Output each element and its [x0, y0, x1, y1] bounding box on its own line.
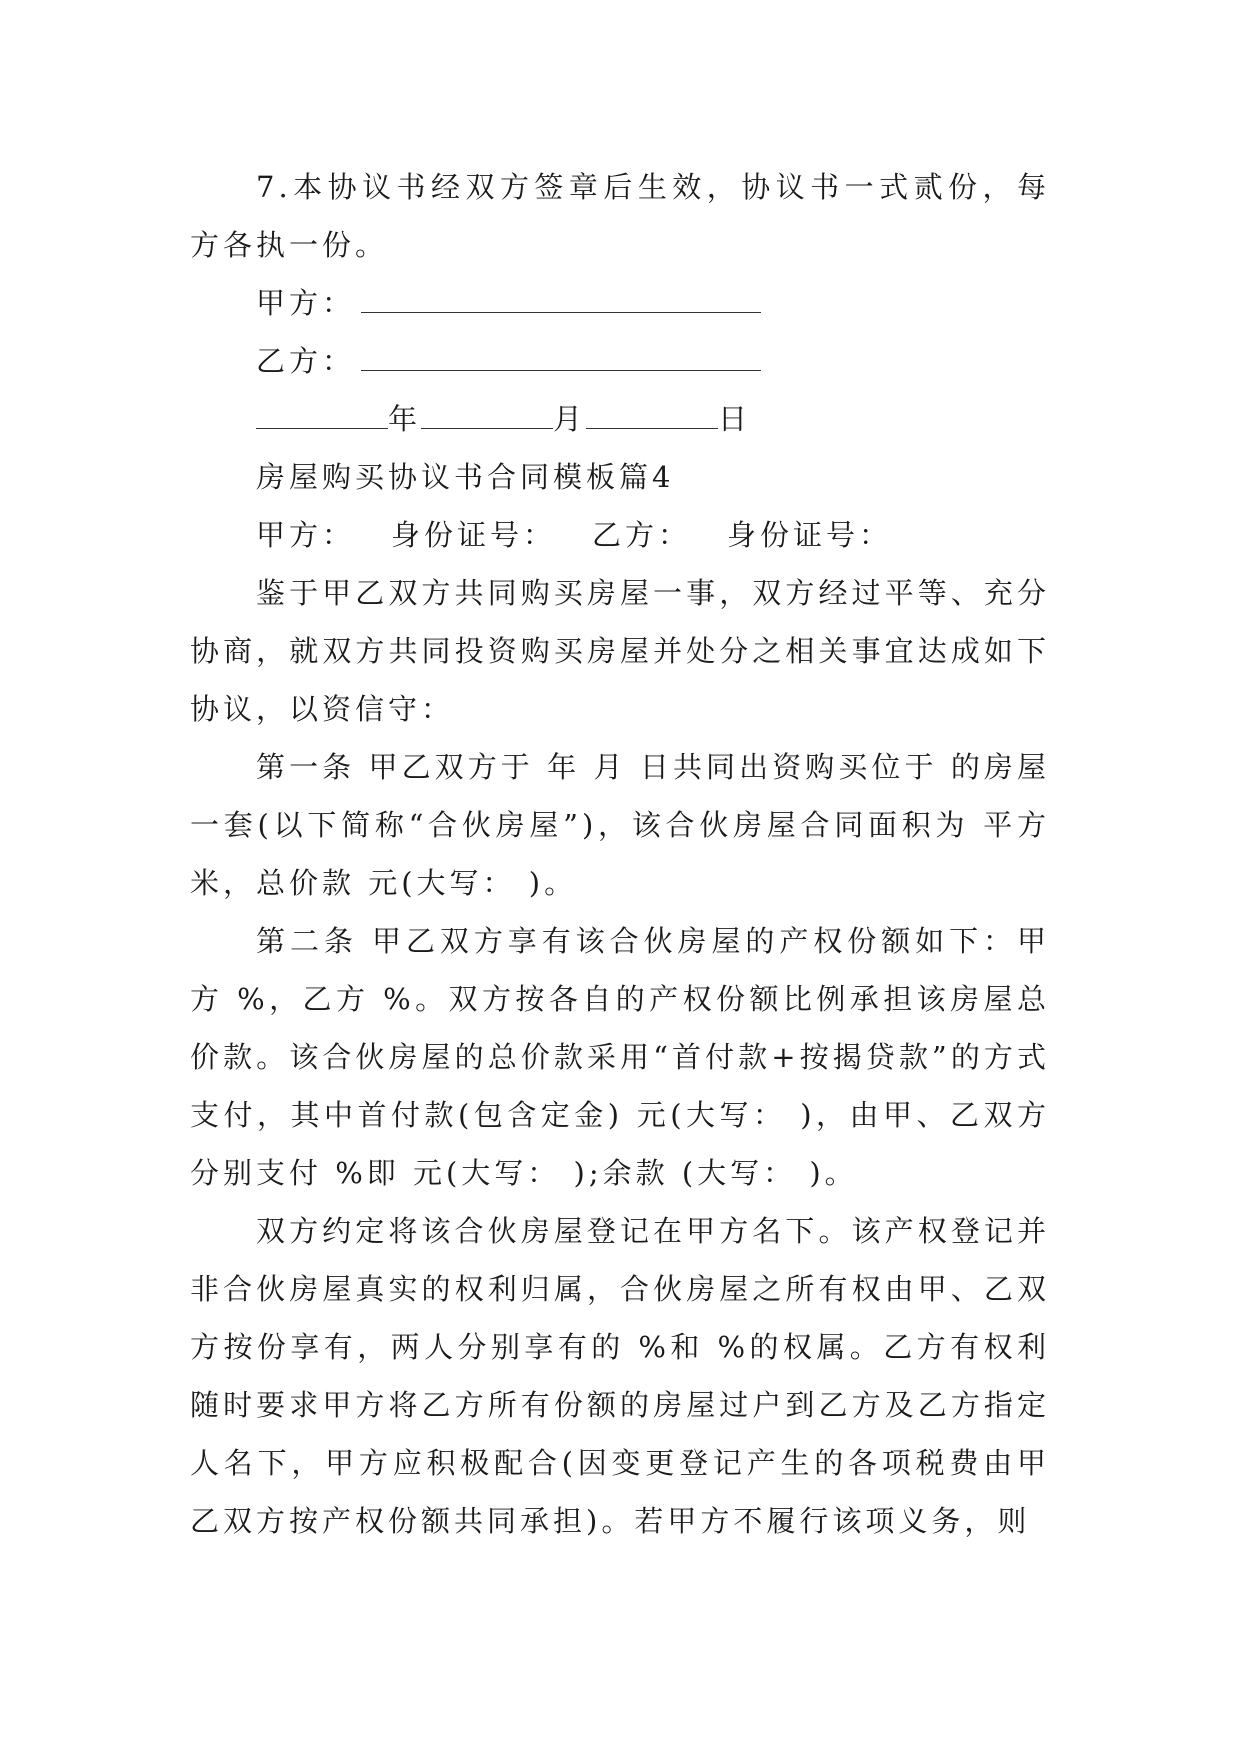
- id-line-id-a: 身份证号：: [391, 518, 557, 552]
- party-b-signature-blank: [361, 348, 761, 371]
- document-body: [190, 158, 1050, 1550]
- clause-7-paragraph: 7.本协议书经双方签章后生效，协议书一式贰份，每方各执一份。: [190, 170, 1050, 262]
- month-label: 月: [553, 402, 587, 436]
- preamble-paragraph: 鉴于甲乙双方共同购买房屋一事，双方经过平等、充分协商，就双方共同投资购买房屋并处分之相关事宜达成如下协议，以资信守：: [190, 576, 1050, 726]
- article-1-paragraph: 第一条 甲乙双方于 年 月 日共同出资购买位于 的房屋一套(以下简称“合伙房屋”)，该合伙房屋合同面积为 平方米，总价款 元(大写： )。: [190, 750, 1050, 900]
- registration-paragraph: 双方约定将该合伙房屋登记在甲方名下。该产权登记并非合伙房屋真实的权利归属，合伙房屋之所有权由甲、乙双方按份享有，两人分别享有的 %和 %的权属。乙方有权利随时要求甲方将乙方所有份额的房屋过户到乙方及乙方指定人名下，甲方应积极配合(因变更登记产生的各项税费由甲乙双方按产权份额共同承担)。若甲方不履行该项义务，则: [190, 1214, 1050, 1538]
- year-label: 年: [388, 402, 422, 436]
- party-a-signature-line: [190, 274, 1050, 332]
- id-line-id-b: 身份证号：: [727, 518, 893, 552]
- id-line-party-b: 乙方：: [592, 518, 692, 552]
- month-blank: [421, 406, 553, 429]
- day-blank: [586, 406, 718, 429]
- day-label: 日: [718, 402, 752, 436]
- article-2-paragraph: 第二条 甲乙双方享有该合伙房屋的产权份额如下：甲方 %，乙方 %。双方按各自的产权份额比例承担该房屋总价款。该合伙房屋的总价款采用“首付款+按揭贷款”的方式支付，其中首付款(包含定金) 元(大写： )，由甲、乙双方分别支付 %即 元(大写： );余款 (大写： )。: [190, 924, 1050, 1190]
- party-a-signature-blank: [361, 290, 761, 313]
- id-line: [190, 506, 1050, 564]
- party-b-label: 乙方：: [256, 344, 356, 378]
- party-b-signature-line: [190, 332, 1050, 390]
- party-a-label: 甲方：: [256, 286, 356, 320]
- year-blank: [256, 406, 388, 429]
- section-title: 房屋购买协议书合同模板篇4: [256, 460, 675, 494]
- date-line: [190, 390, 1050, 448]
- id-line-party-a: 甲方：: [256, 518, 356, 552]
